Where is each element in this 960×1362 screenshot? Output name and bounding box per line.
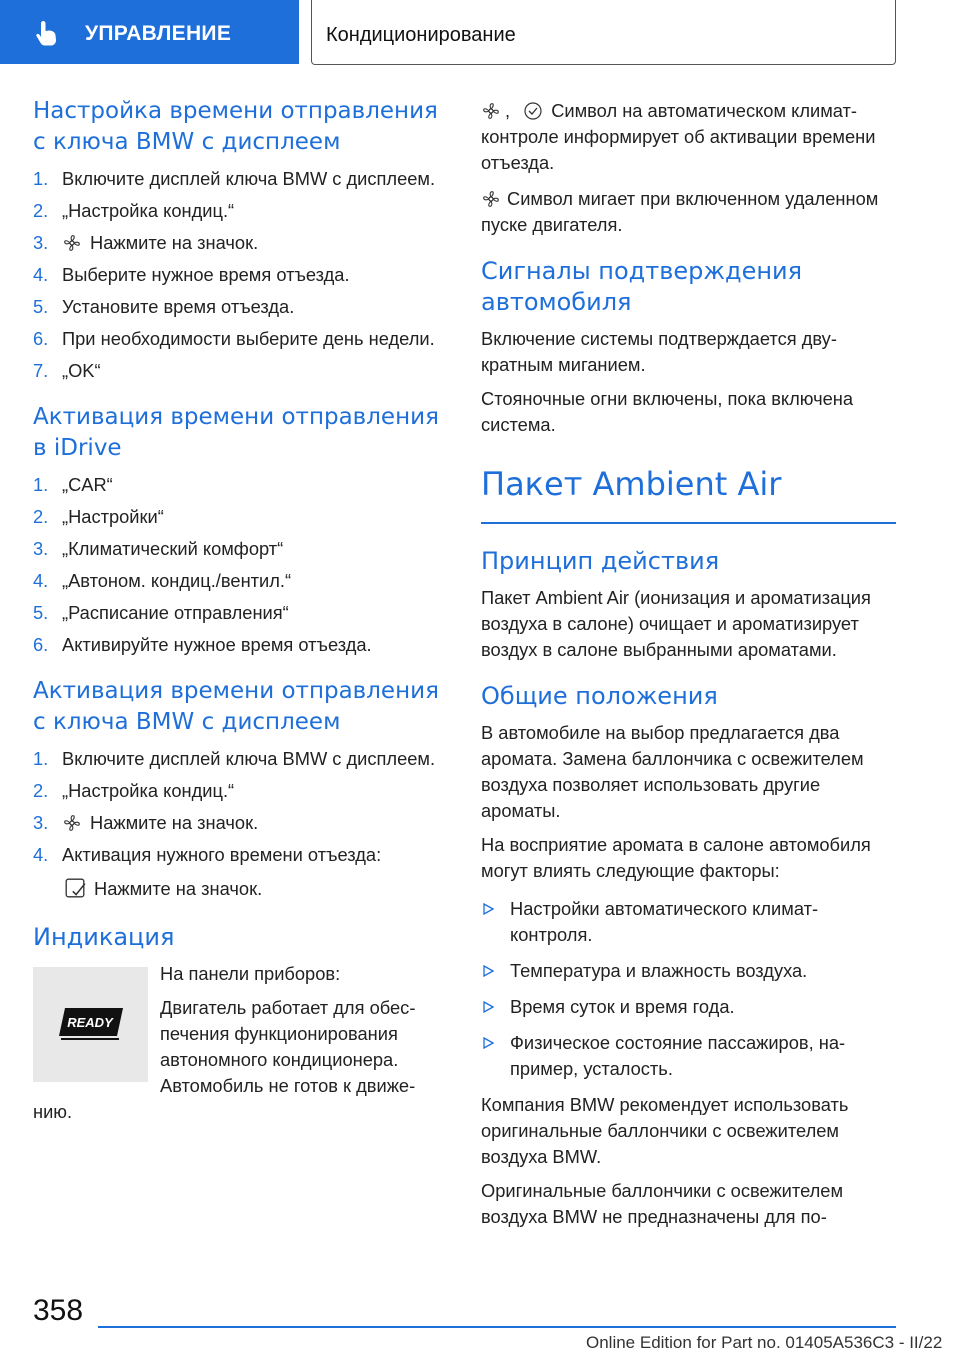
step-text: „Автоном. кондиц./вентил.“ bbox=[62, 570, 292, 591]
list-item bbox=[481, 1030, 896, 1082]
paragraph: На восприятие аромата в салоне автомобиля могут влиять следующие факторы: bbox=[481, 833, 871, 881]
section-title: Активация времени отправления с ключа BMW с дисплеем bbox=[33, 678, 439, 735]
section-title: Настройка времени отправления с ключа BMW с дисплеем bbox=[33, 98, 438, 155]
steps-list bbox=[33, 166, 445, 384]
right-column bbox=[481, 96, 896, 1236]
step-text: Выберите нужное время отъезда. bbox=[62, 264, 350, 285]
step-text: При необходимости выберите день недели. bbox=[62, 328, 435, 349]
list-item bbox=[33, 294, 445, 320]
triangle-bullet-icon bbox=[483, 1001, 494, 1013]
ready-display-image bbox=[33, 967, 148, 1082]
step-number: 1. bbox=[33, 748, 49, 769]
step-text: Включите дисплей ключа BMW с дисплеем. bbox=[62, 748, 436, 769]
chapter-title: Пакет Ambient Air bbox=[481, 465, 782, 503]
section-tab bbox=[0, 0, 299, 64]
step-text: Активируйте нужное время отъезда. bbox=[62, 634, 372, 655]
list-item bbox=[481, 896, 896, 948]
list-item bbox=[33, 842, 445, 902]
bullet-text: Время суток и время года. bbox=[510, 995, 735, 1017]
step-number: 6. bbox=[33, 328, 49, 349]
fan-icon bbox=[481, 101, 501, 121]
list-item bbox=[481, 958, 896, 984]
paragraph: Включение системы подтверждается двукратным миганием. bbox=[481, 328, 837, 375]
hand-pointer-icon bbox=[32, 18, 62, 48]
clock-check-icon bbox=[523, 101, 543, 121]
checkbox-icon bbox=[64, 877, 86, 899]
ready-label: READY bbox=[67, 1015, 113, 1030]
step-number: 4. bbox=[33, 264, 49, 285]
footer-divider bbox=[98, 1326, 896, 1328]
step-text: „OK“ bbox=[62, 360, 101, 381]
bullet-text: Настройки автоматического климат-контроля. bbox=[510, 897, 819, 945]
step-number: 7. bbox=[33, 360, 49, 381]
section-title: Сигналы подтверждения автомобиля bbox=[481, 257, 803, 316]
list-item bbox=[33, 810, 445, 836]
triangle-bullet-icon bbox=[483, 903, 494, 915]
list-item bbox=[33, 166, 445, 192]
step-number: 1. bbox=[33, 474, 49, 495]
section-title: Принцип действия bbox=[481, 546, 720, 575]
steps-list bbox=[33, 746, 445, 902]
section-title: Индикация bbox=[33, 923, 175, 951]
list-item bbox=[33, 326, 445, 352]
section-title: Общие положения bbox=[481, 681, 718, 710]
step-text: „Настройки“ bbox=[62, 506, 164, 527]
list-item bbox=[33, 568, 445, 594]
list-item bbox=[33, 536, 445, 562]
list-item bbox=[33, 600, 445, 626]
paragraph: На панели приборов: bbox=[160, 963, 341, 984]
triangle-bullet-icon bbox=[483, 965, 494, 977]
section-tab-label: УПРАВЛЕНИЕ bbox=[85, 22, 232, 45]
ready-indicator-icon bbox=[59, 1008, 123, 1042]
step-number: 2. bbox=[33, 780, 49, 801]
bullet-list bbox=[481, 896, 896, 1082]
sub-step bbox=[62, 876, 445, 902]
step-text: „Настройка кондиц.“ bbox=[62, 780, 235, 801]
fan-icon bbox=[62, 233, 82, 253]
step-number: 4. bbox=[33, 844, 49, 865]
list-item bbox=[481, 994, 896, 1020]
step-text: „Настройка кондиц.“ bbox=[62, 200, 235, 221]
step-number: 3. bbox=[33, 812, 49, 833]
separator: , bbox=[505, 100, 511, 121]
sub-step-text: Нажмите на значок. bbox=[94, 878, 263, 899]
paragraph-text: Символ на автоматическом климат-контроле информирует об активации времени отъезда. bbox=[481, 100, 876, 173]
fan-icon bbox=[62, 813, 82, 833]
step-number: 5. bbox=[33, 602, 49, 623]
paragraph: Компания BMW рекомендует использовать оригинальные баллончики с освежителем воздуха BMW. bbox=[481, 1093, 849, 1167]
step-number: 3. bbox=[33, 232, 49, 253]
chapter-divider bbox=[481, 522, 896, 524]
paragraph-text: Символ мигает при включенном удаленном пуске двигателя. bbox=[481, 188, 879, 235]
list-item bbox=[33, 746, 445, 772]
steps-list bbox=[33, 472, 445, 658]
step-number: 5. bbox=[33, 296, 49, 317]
list-item bbox=[33, 358, 445, 384]
step-text: Установите время отъезда. bbox=[62, 296, 295, 317]
section-title: Активация времени отправления в iDrive bbox=[33, 404, 439, 461]
paragraph: Стояночные огни включены, пока включена система. bbox=[481, 388, 854, 435]
list-item bbox=[33, 504, 445, 530]
step-text: „Расписание отправления“ bbox=[62, 602, 289, 623]
topic-header bbox=[311, 0, 896, 65]
list-item bbox=[33, 262, 445, 288]
triangle-bullet-icon bbox=[483, 1037, 494, 1049]
left-column bbox=[33, 96, 445, 1131]
topic-header-label: Кондиционирование bbox=[326, 24, 516, 46]
list-item bbox=[33, 230, 445, 256]
page-number: 358 bbox=[33, 1294, 84, 1327]
step-text: „CAR“ bbox=[62, 474, 113, 495]
bullet-text: Физическое состояние пассажиров, например, усталость. bbox=[510, 1031, 846, 1079]
paragraph: В автомобиле на выбор предлагается два аромата. Замена баллончика с освежителем воздуха позволяет использовать другие ароматы. bbox=[481, 721, 864, 821]
step-number: 6. bbox=[33, 634, 49, 655]
list-item bbox=[33, 198, 445, 224]
list-item bbox=[33, 632, 445, 658]
paragraph bbox=[481, 98, 896, 176]
step-text: Нажмите на значок. bbox=[90, 812, 259, 833]
step-text: Активация нужного времени отъезда: bbox=[62, 844, 382, 865]
step-text: Включите дисплей ключа BMW с дисплеем. bbox=[62, 168, 436, 189]
step-number: 4. bbox=[33, 570, 49, 591]
list-item bbox=[33, 778, 445, 804]
indication-block bbox=[33, 961, 445, 1125]
paragraph bbox=[481, 186, 896, 238]
step-number: 1. bbox=[33, 168, 49, 189]
bullet-text: Температура и влажность воздуха. bbox=[510, 959, 808, 981]
step-text: Нажмите на значок. bbox=[90, 232, 259, 253]
fan-icon bbox=[481, 189, 501, 209]
step-text: „Климатический комфорт“ bbox=[62, 538, 284, 559]
step-number: 3. bbox=[33, 538, 49, 559]
paragraph: Двигатель работает для обеспечения функционирования автономного кондиционера. Автомобиль не готов к движению. bbox=[33, 997, 416, 1122]
step-number: 2. bbox=[33, 506, 49, 527]
paragraph: Оригинальные баллончики с освежителем воздуха BMW не предназначены для по- bbox=[481, 1179, 844, 1227]
list-item bbox=[33, 472, 445, 498]
edition-note: Online Edition for Part no. 01405A536C3 - II/22 bbox=[586, 1333, 943, 1352]
paragraph: Пакет Ambient Air (ионизация и ароматизация воздуха в салоне) очищает и ароматизирует воздух в салоне выбранными ароматами. bbox=[481, 586, 871, 660]
step-number: 2. bbox=[33, 200, 49, 221]
